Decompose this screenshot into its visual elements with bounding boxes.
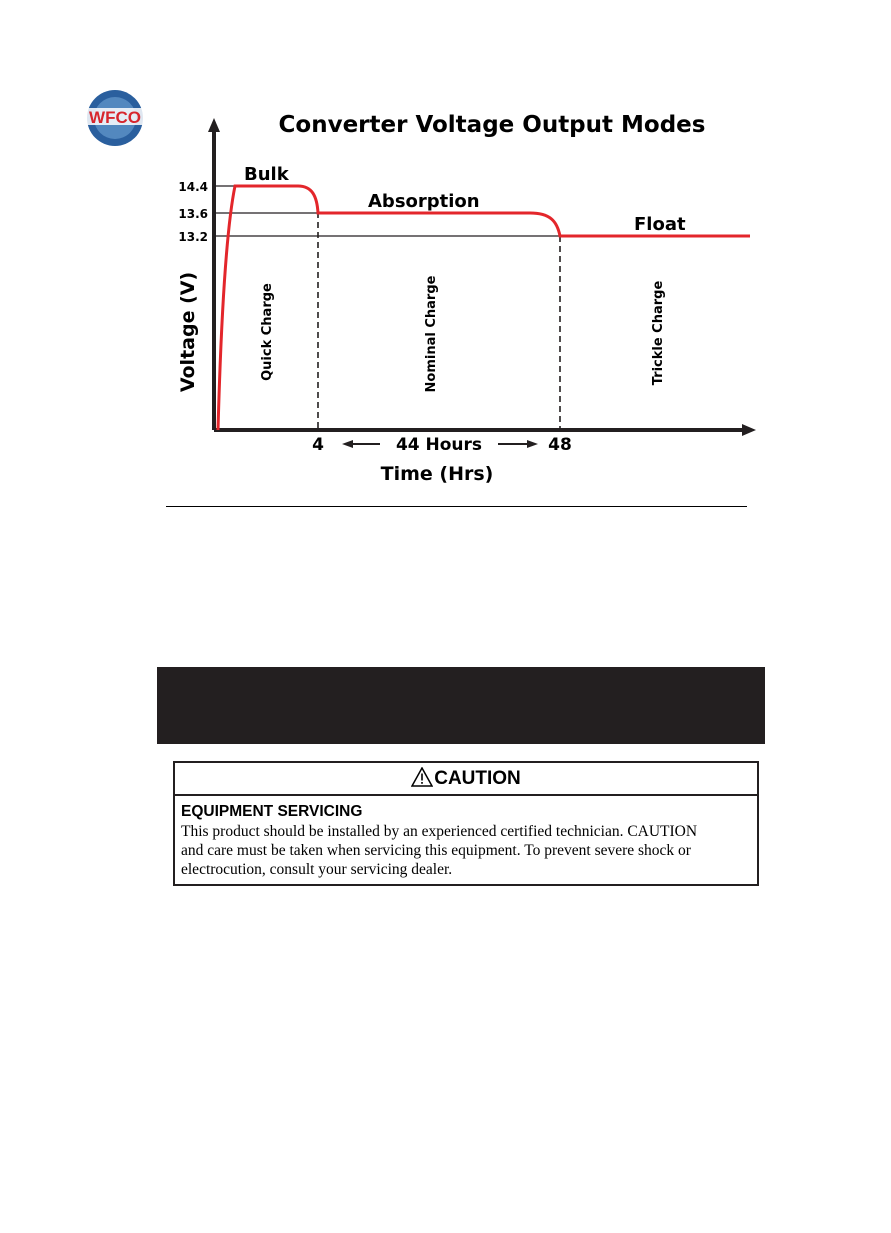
horizontal-rule (166, 506, 747, 507)
caution-body (175, 796, 757, 879)
duration-arrowhead-left (342, 440, 353, 448)
logo-text: WFCO (89, 108, 141, 127)
zone-nominal-charge: Nominal Charge (424, 275, 439, 393)
caution-title: CAUTION (434, 767, 521, 789)
phase-label-absorption: Absorption (368, 191, 480, 212)
zone-trickle-charge: Trickle Charge (651, 280, 666, 386)
y-axis-arrow (208, 118, 220, 132)
ytick-13-6: 13.6 (178, 207, 208, 221)
caution-subtitle: EQUIPMENT SERVICING (181, 803, 363, 820)
voltage-chart (160, 100, 760, 500)
ytick-14-4: 14.4 (178, 180, 208, 194)
warning-triangle-icon (411, 767, 433, 787)
x-mark-48: 48 (548, 435, 572, 455)
duration-arrowhead-right (527, 440, 538, 448)
caution-line-1: This product should be installed by an experienced certified technician. CAUTION (181, 823, 698, 840)
y-axis-label: Voltage (V) (177, 271, 199, 393)
ytick-13-2: 13.2 (178, 230, 208, 244)
dark-banner (157, 667, 765, 744)
duration-label: 44 Hours (395, 435, 483, 455)
chart-title: Converter Voltage Output Modes (278, 112, 706, 138)
x-mark-4: 4 (312, 435, 324, 455)
wfco-logo (80, 88, 150, 152)
phase-label-bulk: Bulk (244, 164, 289, 185)
caution-line-2: and care must be taken when servicing this equipment. To prevent severe shock or (181, 842, 691, 859)
caution-box (173, 761, 759, 886)
x-axis-arrow (742, 424, 756, 436)
caution-header (175, 763, 757, 796)
zone-quick-charge: Quick Charge (260, 283, 275, 381)
caution-line-3: electrocution, consult your servicing dealer. (181, 861, 453, 878)
caution-text (181, 822, 751, 879)
x-axis-label: Time (Hrs) (380, 463, 494, 485)
phase-label-float: Float (634, 214, 686, 235)
